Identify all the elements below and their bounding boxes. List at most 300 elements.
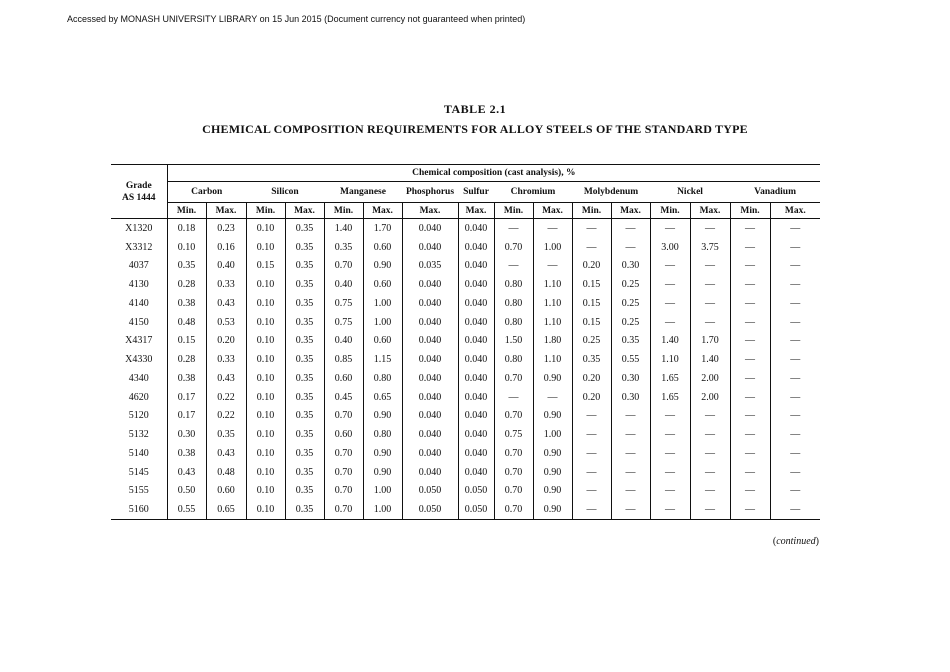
value-cell: — xyxy=(730,425,770,444)
value-cell: — xyxy=(611,500,650,519)
value-cell: 0.90 xyxy=(363,444,402,463)
subheader-cell: Max. xyxy=(363,203,402,219)
value-cell: — xyxy=(611,425,650,444)
subheader-cell: Max. xyxy=(206,203,246,219)
value-cell: 0.60 xyxy=(324,369,363,388)
access-notice: Accessed by MONASH UNIVERSITY LIBRARY on 15 Jun 2015 (Document currency not guaranteed when printed) xyxy=(67,14,526,24)
value-cell: 0.35 xyxy=(167,257,206,276)
value-cell: — xyxy=(572,238,611,257)
value-cell: 0.10 xyxy=(246,388,285,407)
subheader-cell: Max. xyxy=(770,203,820,219)
value-cell: 1.00 xyxy=(363,313,402,332)
value-cell: 0.90 xyxy=(533,444,572,463)
value-cell: 0.15 xyxy=(572,313,611,332)
value-cell: — xyxy=(572,463,611,482)
value-cell: 0.15 xyxy=(572,275,611,294)
value-cell: — xyxy=(730,219,770,238)
value-cell: — xyxy=(690,482,730,501)
value-cell: 0.10 xyxy=(246,313,285,332)
grade-header xyxy=(111,165,167,219)
subheader-cell: Min. xyxy=(167,203,206,219)
table-subtitle: CHEMICAL COMPOSITION REQUIREMENTS FOR ALLOY STEELS OF THE STANDARD TYPE xyxy=(202,122,748,136)
value-cell: 0.040 xyxy=(458,388,494,407)
value-cell: 0.040 xyxy=(402,313,458,332)
value-cell: — xyxy=(650,257,690,276)
value-cell: — xyxy=(770,332,820,351)
table-row xyxy=(111,294,820,313)
value-cell: 1.40 xyxy=(690,350,730,369)
value-cell: 0.10 xyxy=(246,463,285,482)
value-cell: 0.040 xyxy=(402,369,458,388)
table-row xyxy=(111,313,820,332)
value-cell: 0.35 xyxy=(285,369,324,388)
value-cell: 0.40 xyxy=(324,275,363,294)
value-cell: — xyxy=(690,444,730,463)
element-header-chromium: Chromium xyxy=(510,187,556,197)
value-cell: 0.38 xyxy=(167,444,206,463)
value-cell: — xyxy=(770,350,820,369)
value-cell: 0.040 xyxy=(402,425,458,444)
value-cell: 0.30 xyxy=(167,425,206,444)
value-cell: 1.00 xyxy=(533,425,572,444)
value-cell: 0.40 xyxy=(324,332,363,351)
subheader-cell: Max. xyxy=(402,203,458,219)
table-row xyxy=(111,407,820,426)
table-row xyxy=(111,350,820,369)
value-cell: — xyxy=(650,463,690,482)
table-row xyxy=(111,257,820,276)
value-cell: 0.17 xyxy=(167,388,206,407)
value-cell: — xyxy=(770,294,820,313)
subheader-cell: Min. xyxy=(730,203,770,219)
value-cell: 0.60 xyxy=(363,238,402,257)
value-cell: 0.040 xyxy=(458,425,494,444)
table-row xyxy=(111,238,820,257)
value-cell: 0.70 xyxy=(324,500,363,519)
value-cell: 0.040 xyxy=(458,275,494,294)
value-cell: 0.050 xyxy=(402,500,458,519)
value-cell: — xyxy=(611,444,650,463)
value-cell: — xyxy=(730,275,770,294)
value-cell: 0.70 xyxy=(324,257,363,276)
value-cell: 0.35 xyxy=(285,275,324,294)
value-cell: 0.15 xyxy=(246,257,285,276)
value-cell: — xyxy=(690,257,730,276)
value-cell: 0.48 xyxy=(167,313,206,332)
value-cell: — xyxy=(572,219,611,238)
value-cell: 0.18 xyxy=(167,219,206,238)
value-cell: 0.040 xyxy=(458,257,494,276)
value-cell: 0.38 xyxy=(167,369,206,388)
subheader-cell: Max. xyxy=(458,203,494,219)
value-cell: — xyxy=(770,369,820,388)
subheader-cell: Max. xyxy=(285,203,324,219)
value-cell: 0.040 xyxy=(458,313,494,332)
value-cell: 0.60 xyxy=(363,275,402,294)
value-cell: 0.70 xyxy=(324,482,363,501)
value-cell: 0.80 xyxy=(494,350,533,369)
table-row xyxy=(111,219,820,238)
subheader-cell: Max. xyxy=(533,203,572,219)
value-cell: 1.00 xyxy=(363,482,402,501)
value-cell: — xyxy=(770,444,820,463)
value-cell: — xyxy=(650,482,690,501)
value-cell: — xyxy=(690,294,730,313)
element-header-nickel: Nickel xyxy=(677,187,703,197)
value-cell: 0.040 xyxy=(402,332,458,351)
table-row xyxy=(111,482,820,501)
value-cell: — xyxy=(494,257,533,276)
value-cell: 0.85 xyxy=(324,350,363,369)
grade-cell: 5120 xyxy=(128,410,149,422)
value-cell: — xyxy=(572,425,611,444)
grade-cell: 5132 xyxy=(128,429,149,441)
value-cell: 1.00 xyxy=(533,238,572,257)
value-cell: 0.35 xyxy=(285,332,324,351)
value-cell: 2.00 xyxy=(690,388,730,407)
value-cell: 0.35 xyxy=(324,238,363,257)
value-cell: 0.80 xyxy=(363,425,402,444)
value-cell: 0.43 xyxy=(167,463,206,482)
value-cell: — xyxy=(690,275,730,294)
continued-note: (continued) xyxy=(772,536,819,547)
value-cell: 0.75 xyxy=(324,313,363,332)
value-cell: — xyxy=(770,500,820,519)
value-cell: — xyxy=(611,238,650,257)
value-cell: 0.050 xyxy=(458,482,494,501)
grade-cell: 4150 xyxy=(128,316,149,328)
value-cell: 0.35 xyxy=(285,238,324,257)
table-row xyxy=(111,444,820,463)
value-cell: 0.040 xyxy=(402,463,458,482)
value-cell: 1.10 xyxy=(533,313,572,332)
value-cell: 0.040 xyxy=(458,407,494,426)
value-cell: 0.80 xyxy=(494,313,533,332)
value-cell: 1.40 xyxy=(324,219,363,238)
value-cell: 0.10 xyxy=(246,407,285,426)
value-cell: 0.28 xyxy=(167,275,206,294)
value-cell: 0.25 xyxy=(611,294,650,313)
value-cell: 0.33 xyxy=(206,350,246,369)
value-cell: 0.040 xyxy=(458,219,494,238)
element-header-manganese: Manganese xyxy=(340,187,386,197)
value-cell: 0.43 xyxy=(206,369,246,388)
value-cell: — xyxy=(730,388,770,407)
value-cell: 0.45 xyxy=(324,388,363,407)
value-cell: 0.10 xyxy=(246,425,285,444)
value-cell: — xyxy=(650,313,690,332)
value-cell: 0.040 xyxy=(458,350,494,369)
value-cell: 0.35 xyxy=(572,350,611,369)
value-cell: 0.10 xyxy=(246,294,285,313)
value-cell: 0.35 xyxy=(285,425,324,444)
value-cell: 0.040 xyxy=(402,388,458,407)
value-cell: 0.80 xyxy=(494,275,533,294)
value-cell: — xyxy=(533,219,572,238)
value-cell: 0.35 xyxy=(285,294,324,313)
value-cell: — xyxy=(690,500,730,519)
element-header-molybdenum: Molybdenum xyxy=(583,187,639,197)
value-cell: 0.23 xyxy=(206,219,246,238)
value-cell: 0.70 xyxy=(324,407,363,426)
value-cell: — xyxy=(770,257,820,276)
value-cell: 0.60 xyxy=(363,332,402,351)
value-cell: — xyxy=(730,313,770,332)
subheader-cell: Min. xyxy=(494,203,533,219)
value-cell: 0.43 xyxy=(206,444,246,463)
value-cell: 3.75 xyxy=(690,238,730,257)
value-cell: — xyxy=(494,388,533,407)
value-cell: — xyxy=(650,407,690,426)
value-cell: 0.28 xyxy=(167,350,206,369)
value-cell: 0.35 xyxy=(285,313,324,332)
element-header-vanadium: Vanadium xyxy=(754,187,796,197)
value-cell: — xyxy=(730,482,770,501)
value-cell: 1.50 xyxy=(494,332,533,351)
grade-cell: X4330 xyxy=(125,354,153,366)
grade-cell: 5140 xyxy=(128,447,149,459)
value-cell: 0.33 xyxy=(206,275,246,294)
value-cell: — xyxy=(572,482,611,501)
value-cell: 1.00 xyxy=(363,500,402,519)
value-cell: 0.20 xyxy=(572,257,611,276)
element-header-silicon: Silicon xyxy=(271,187,299,197)
value-cell: 0.20 xyxy=(572,369,611,388)
value-cell: 0.80 xyxy=(494,294,533,313)
value-cell: 0.040 xyxy=(458,238,494,257)
value-cell: 0.35 xyxy=(285,482,324,501)
value-cell: — xyxy=(650,219,690,238)
value-cell: 0.10 xyxy=(246,275,285,294)
table-row xyxy=(111,500,820,519)
table-row xyxy=(111,425,820,444)
value-cell: — xyxy=(650,294,690,313)
value-cell: 0.10 xyxy=(167,238,206,257)
subheader-cell: Max. xyxy=(690,203,730,219)
value-cell: — xyxy=(770,219,820,238)
value-cell: 0.50 xyxy=(167,482,206,501)
value-cell: — xyxy=(611,407,650,426)
value-cell: 0.040 xyxy=(402,219,458,238)
value-cell: 1.70 xyxy=(363,219,402,238)
value-cell: — xyxy=(611,463,650,482)
value-cell: 0.22 xyxy=(206,407,246,426)
value-cell: — xyxy=(690,313,730,332)
value-cell: 1.40 xyxy=(650,332,690,351)
value-cell: — xyxy=(770,238,820,257)
value-cell: 0.70 xyxy=(494,369,533,388)
value-cell: 0.70 xyxy=(324,463,363,482)
value-cell: 0.10 xyxy=(246,332,285,351)
value-cell: 0.90 xyxy=(533,369,572,388)
value-cell: — xyxy=(770,425,820,444)
value-cell: 0.30 xyxy=(611,388,650,407)
value-cell: 0.60 xyxy=(206,482,246,501)
value-cell: — xyxy=(770,463,820,482)
value-cell: 1.65 xyxy=(650,388,690,407)
value-cell: 0.35 xyxy=(285,500,324,519)
value-cell: 0.25 xyxy=(611,313,650,332)
subheader-cell: Min. xyxy=(246,203,285,219)
value-cell: — xyxy=(770,388,820,407)
value-cell: — xyxy=(770,407,820,426)
value-cell: 0.75 xyxy=(324,294,363,313)
chemical-composition-header: Chemical composition (cast analysis), % xyxy=(167,165,820,182)
value-cell: 0.35 xyxy=(206,425,246,444)
value-cell: 0.53 xyxy=(206,313,246,332)
table-row xyxy=(111,369,820,388)
element-header-carbon: Carbon xyxy=(167,182,246,203)
value-cell: 0.10 xyxy=(246,350,285,369)
value-cell: — xyxy=(650,425,690,444)
value-cell: — xyxy=(650,444,690,463)
grade-cell: 4340 xyxy=(128,372,149,384)
value-cell: — xyxy=(730,332,770,351)
value-cell: 0.90 xyxy=(363,463,402,482)
value-cell: 0.040 xyxy=(458,332,494,351)
value-cell: — xyxy=(494,219,533,238)
value-cell: — xyxy=(690,219,730,238)
value-cell: 0.15 xyxy=(167,332,206,351)
table-body xyxy=(111,219,820,520)
value-cell: 0.10 xyxy=(246,482,285,501)
value-cell: 0.90 xyxy=(533,463,572,482)
element-header-phosphorus: Phosphorus xyxy=(405,187,455,197)
value-cell: 0.75 xyxy=(494,425,533,444)
continued-text: continued xyxy=(776,536,816,547)
composition-table xyxy=(111,164,820,520)
value-cell: 0.10 xyxy=(246,500,285,519)
subheader-cell: Min. xyxy=(650,203,690,219)
grade-cell: 5145 xyxy=(128,466,149,478)
value-cell: 0.35 xyxy=(285,444,324,463)
value-cell: 0.70 xyxy=(494,500,533,519)
value-cell: 0.90 xyxy=(533,482,572,501)
value-cell: 0.040 xyxy=(402,350,458,369)
value-cell: 1.10 xyxy=(533,275,572,294)
value-cell: — xyxy=(533,257,572,276)
subheader-cell: Min. xyxy=(572,203,611,219)
value-cell: 1.00 xyxy=(363,294,402,313)
value-cell: 0.48 xyxy=(206,463,246,482)
value-cell: 1.65 xyxy=(650,369,690,388)
value-cell: 0.65 xyxy=(206,500,246,519)
value-cell: 0.65 xyxy=(363,388,402,407)
table-row xyxy=(111,275,820,294)
value-cell: 3.00 xyxy=(650,238,690,257)
value-cell: 0.70 xyxy=(494,238,533,257)
value-cell: 1.10 xyxy=(533,294,572,313)
grade-header-line1: Grade xyxy=(125,180,152,191)
value-cell: 0.050 xyxy=(402,482,458,501)
value-cell: — xyxy=(690,425,730,444)
value-cell: 0.35 xyxy=(285,388,324,407)
value-cell: 0.38 xyxy=(167,294,206,313)
value-cell: 0.80 xyxy=(363,369,402,388)
value-cell: — xyxy=(730,238,770,257)
value-cell: — xyxy=(572,500,611,519)
table-title: TABLE 2.1 xyxy=(443,102,507,116)
value-cell: 0.60 xyxy=(324,425,363,444)
value-cell: 0.040 xyxy=(458,369,494,388)
value-cell: — xyxy=(730,500,770,519)
grade-cell: X3312 xyxy=(125,241,153,253)
grade-cell: 4130 xyxy=(128,279,149,291)
value-cell: 0.35 xyxy=(285,463,324,482)
value-cell: — xyxy=(770,313,820,332)
value-cell: — xyxy=(611,482,650,501)
value-cell: 0.70 xyxy=(494,444,533,463)
value-cell: 0.25 xyxy=(611,275,650,294)
value-cell: 0.040 xyxy=(402,294,458,313)
value-cell: — xyxy=(730,257,770,276)
value-cell: 0.17 xyxy=(167,407,206,426)
value-cell: 0.040 xyxy=(458,294,494,313)
element-header-sulfur: Sulfur xyxy=(463,187,489,197)
grade-cell: 4037 xyxy=(128,260,149,272)
value-cell: 1.10 xyxy=(533,350,572,369)
value-cell: 0.10 xyxy=(246,219,285,238)
value-cell: — xyxy=(690,463,730,482)
value-cell: 0.90 xyxy=(533,500,572,519)
table-row xyxy=(111,388,820,407)
value-cell: — xyxy=(730,350,770,369)
value-cell: 0.10 xyxy=(246,238,285,257)
value-cell: 0.040 xyxy=(402,275,458,294)
value-cell: — xyxy=(730,369,770,388)
value-cell: 0.35 xyxy=(285,219,324,238)
grade-cell: 4140 xyxy=(128,297,149,309)
value-cell: 0.70 xyxy=(494,482,533,501)
table-row xyxy=(111,332,820,351)
value-cell: 0.20 xyxy=(572,388,611,407)
value-cell: 0.035 xyxy=(402,257,458,276)
value-cell: 0.70 xyxy=(494,407,533,426)
value-cell: 1.70 xyxy=(690,332,730,351)
value-cell: 0.35 xyxy=(285,407,324,426)
value-cell: — xyxy=(611,219,650,238)
value-cell: 1.10 xyxy=(650,350,690,369)
value-cell: — xyxy=(572,407,611,426)
value-cell: 0.050 xyxy=(458,500,494,519)
value-cell: — xyxy=(770,482,820,501)
grade-cell: 4620 xyxy=(128,391,149,403)
subheader-cell: Min. xyxy=(324,203,363,219)
value-cell: — xyxy=(730,463,770,482)
value-cell: 2.00 xyxy=(690,369,730,388)
value-cell: 0.90 xyxy=(363,407,402,426)
grade-cell: X1320 xyxy=(125,222,153,234)
value-cell: 1.80 xyxy=(533,332,572,351)
value-cell: 0.90 xyxy=(533,407,572,426)
value-cell: 0.30 xyxy=(611,369,650,388)
value-cell: 0.40 xyxy=(206,257,246,276)
grade-header-line2: AS 1444 xyxy=(121,192,156,203)
grade-cell: 5155 xyxy=(128,485,149,497)
value-cell: 0.35 xyxy=(285,257,324,276)
value-cell: 0.040 xyxy=(458,463,494,482)
value-cell: 0.43 xyxy=(206,294,246,313)
value-cell: — xyxy=(730,407,770,426)
value-cell: 0.70 xyxy=(494,463,533,482)
value-cell: — xyxy=(770,275,820,294)
value-cell: 1.15 xyxy=(363,350,402,369)
value-cell: 0.22 xyxy=(206,388,246,407)
value-cell: 0.040 xyxy=(458,444,494,463)
value-cell: 0.20 xyxy=(206,332,246,351)
value-cell: — xyxy=(533,388,572,407)
value-cell: 0.040 xyxy=(402,444,458,463)
